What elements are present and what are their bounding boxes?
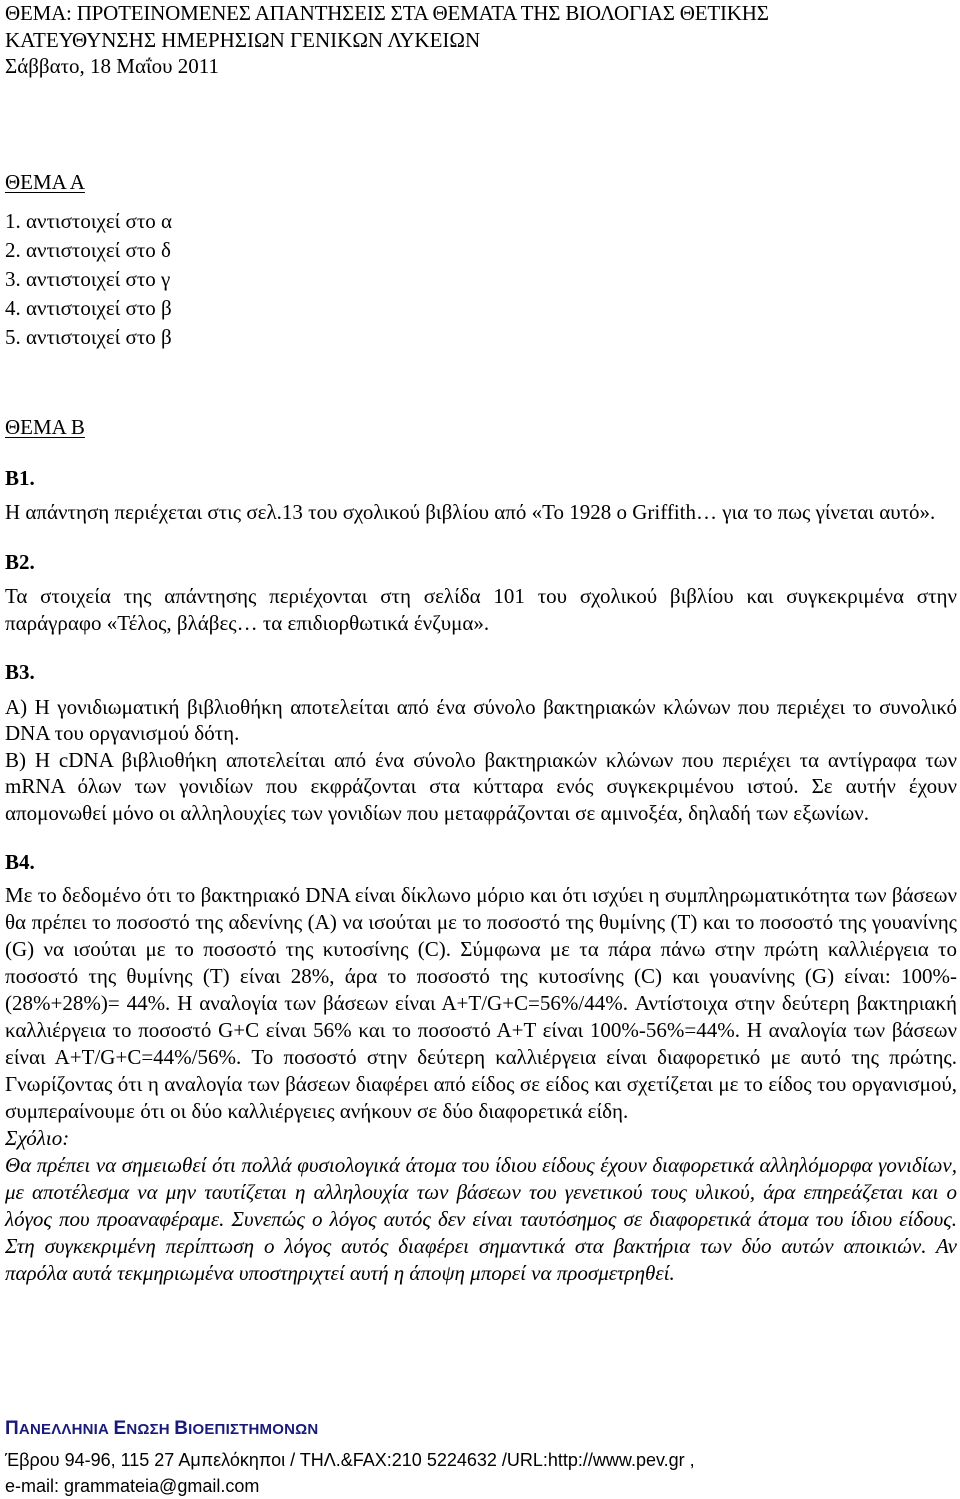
b2-text: Τα στοιχεία της απάντησης περιέχονται στη σελίδα 101 του σχολικού βιβλίου και συγκεκριμένα στην παράγραφο «Τέλος, βλάβες… τα επιδιορθωτικά ένζυμα». xyxy=(5,584,957,635)
b3-label: Β3. xyxy=(5,660,35,684)
document-header xyxy=(5,0,957,80)
answer-item: 5. αντιστοιχεί στο β xyxy=(5,325,172,349)
b3-text-a: Α) Η γονιδιωματική βιβλιοθήκη αποτελείται από ένα σύνολο βακτηριακών κλώνων που περιέχει το συνολικό DNA του οργανισμού δότη. xyxy=(5,694,957,745)
answer-item: 3. αντιστοιχεί στο γ xyxy=(5,267,171,291)
document-page xyxy=(5,0,957,1287)
organization-address: Έβρου 94-96, 115 27 Αμπελόκηποι / ΤΗΛ.&FAX:210 5224632 /URL:http://www.pev.gr , xyxy=(5,1450,695,1470)
answer-item: 2. αντιστοιχεί στο δ xyxy=(5,238,171,262)
page-footer xyxy=(5,1416,957,1499)
header-title-line-1: ΘΕΜΑ: ΠΡΟΤΕΙΝΟΜΕΝΕΣ ΑΠΑΝΤΗΣΕΙΣ ΣΤΑ ΘΕΜΑΤΑ ΤΗΣ ΒΙΟΛΟΓΙΑΣ ΘΕΤΙΚΗΣ xyxy=(5,1,769,25)
b1-label: Β1. xyxy=(5,465,35,490)
section-b xyxy=(5,352,957,1287)
b2-label: Β2. xyxy=(5,549,35,574)
comment-label: Σχόλιο: xyxy=(5,1125,70,1150)
comment-text: Θα πρέπει να σημειωθεί ότι πολλά φυσιολογικά άτομα του ίδιου είδους έχουν διαφορετικά αλληλόμορφα γονιδίων, με αποτέλεσμα να μην ταυτίζεται η αλληλουχία των βάσεων του γενετικού τους υλικού, άρα επηρεάζεται και ο λόγος που προαναφέραμε. Συνεπώς ο λόγος αυτός δεν είναι ταυτόσημος σε διαφορετικά άτομα του ίδιου είδους. Στη συγκεκριμένη περίπτωση ο λόγος αυτός διαφέρει σημαντικά στα βακτήρια των δύο αυτών αποικιών. Αν παρόλα αυτά τεκμηριωμένα υποστηριχτεί αυτή η άποψη μπορεί να προσμετρηθεί. xyxy=(5,1152,957,1285)
section-a xyxy=(5,169,957,353)
organization-email: e-mail: grammateia@gmail.com xyxy=(5,1476,260,1496)
answers-list xyxy=(5,207,957,352)
section-b-title: ΘΕΜΑ Β xyxy=(5,415,85,439)
header-date: Σάββατο, 18 Μαΐου 2011 xyxy=(5,54,219,78)
b3-text-b: Β) Η cDNA βιβλιοθήκη αποτελείται από ένα σύνολο βακτηριακών κλώνων που περιέχει τα αντίγραφα των mRNA όλων των γονιδίων που εκφράζονται στα κύτταρα ενός συγκεκριμένου ιστού. Σε αυτήν έχουν απομονωθεί μόνο οι αλληλουχίες των γονιδίων που μεταφράζονται σε αμινοξέα, δηλαδή των εξωνίων. xyxy=(5,747,957,825)
b4-text: Με το δεδομένο ότι το βακτηριακό DNA είναι δίκλωνο μόριο και ότι ισχύει η συμπληρωματικότητα των βάσεων θα πρέπει το ποσοστό της αδενίνης (Α) να ισούται με το ποσοστό της θυμίνης (Τ) και το ποσοστό της γουανίνης (G) να ισούται με το ποσοστό της κυτοσίνης (C). Σύμφωνα με τα πάρα πάνω στην πρώτη καλλιέργεια το ποσοστό της θυμίνης (Τ) είναι 28%, άρα το ποσοστό της κυτοσίνης (C) και γουανίνης (G) είναι: 100%-(28%+28%)= 44%. Η αναλογία των βάσεων είναι Α+Τ/G+C=56%/44%. Αντίστοιχα στην δεύτερη βακτηριακή καλλιέργεια το ποσοστό G+C είναι 56% και το ποσοστό Α+Τ είναι 100%-56%=44%. Η αναλογία των βάσεων είναι Α+Τ/G+C=44%/56%. Το ποσοστό στην δεύτερη καλλιέργεια είναι διαφορετικό με αυτό της πρώτης. Γνωρίζοντας ότι η αναλογία των βάσεων διαφέρει από είδος σε είδος και σχετίζεται με το είδος του οργανισμού, συμπεραίνουμε ότι οι δύο καλλιέργειες ανήκουν σε δύο διαφορετικά είδη. xyxy=(5,882,957,1123)
b1-text: Η απάντηση περιέχεται στις σελ.13 του σχολικού βιβλίου από «Το 1928 ο Griffith… για το πως γίνεται αυτό». xyxy=(5,500,936,524)
answer-item: 4. αντιστοιχεί στο β xyxy=(5,296,172,320)
header-title-line-2: ΚΑΤΕΥΘΥΝΣΗΣ ΗΜΕΡΗΣΙΩΝ ΓΕΝΙΚΩΝ ΛΥΚΕΙΩΝ xyxy=(5,27,481,52)
b4-label: Β4. xyxy=(5,850,35,874)
answer-item: 1. αντιστοιχεί στο α xyxy=(5,209,173,233)
section-a-title: ΘΕΜΑ Α xyxy=(5,169,85,194)
organization-name: ΠΑΝΕΛΛΗΝΙΑ ΕΝΩΣΗ ΒΙΟΕΠΙΣΤΗΜΟΝΩΝ xyxy=(5,1418,319,1439)
